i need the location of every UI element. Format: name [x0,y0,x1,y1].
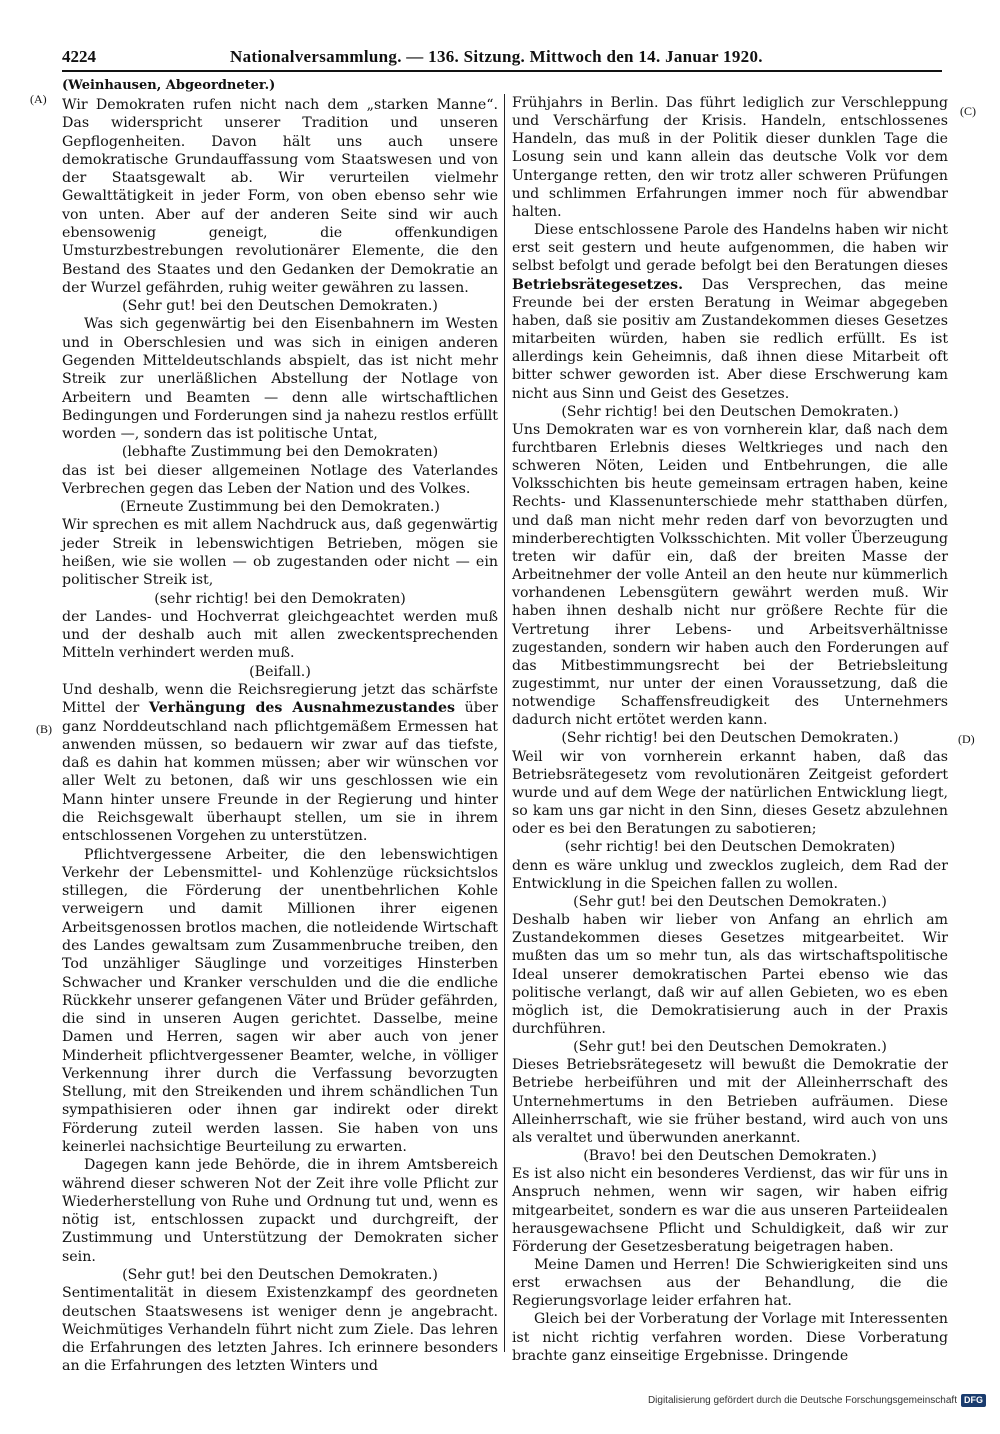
text-run: Diese entschlossene Parole des Handelns haben wir nicht erst seit gestern und heute aufgenommen, die haben wir selbst befolgt und gerade befolgt bei den Beratungen dieses [512,222,948,275]
paragraph: Gleich bei der Vorberatung der Vorlage mit Interessenten ist nicht richtig verfahren worden. Diese Vorberatung brachte ganz einseitige Ergebnisse. Dringende [512,1311,948,1364]
paragraph: Frühjahrs in Berlin. Das führt lediglich zur Verschleppung und Verschärfung der Krisis. Handeln, entschlossenes Handeln, das muß in der Politik dieser dunklen Tage die Losung sein und kann allein das deutsche Volk vor dem Untergange retten, den wir trotz aller schweren Prüfungen und schlimmen Erfahrungen immer noch für abwendbar halten. [512,95,948,220]
page-number: 4224 [62,47,96,66]
paragraph: Wir sprechen es mit allem Nachdruck aus, daß gegenwärtig jeder Streik in lebenswichtigen Betrieben, mögen sie heißen, wie sie wollen — ob zugestanden oder nicht — ein politischer Streik ist, [62,517,498,589]
paragraph: Uns Demokraten war es von vornherein klar, daß nach dem furchtbaren Erlebnis dieses Weltkrieges und nach den schweren Nöten, Leiden und Entbehrungen, die alle Volksschichten bis heute gemeinsam ertragen haben, keine Rechts- und Klassenunterschiede mehr statthaben dürfen, und daß man nicht mehr reden darf von bevorzugten und minderberechtigten Volksschichten. Mit voller Überzeugung treten wir dafür ein, daß der breiten Masse der Arbeitnehmer der volle Anteil an den heute nur kümmerlich vorhandenen Lebensgütern gewährt werden muß. Wir haben ihnen deshalb nicht nur größere Rechte für die Vertretung ihrer Lebens- und Arbeitsverhältnisse zugestanden, sondern wir haben auch den Forderungen auf das Mitbestimmungsrecht bei der Betriebsleitung zugestimmt, nur unter der einen Voraussetzung, daß die notwendige Schaffensfreudigkeit des Unternehmers dadurch nicht ertötet werden kann. [512,421,948,729]
interjection: (sehr richtig! bei den Demokraten) [154,590,406,607]
paragraph-emphasis [512,221,948,403]
paragraph: Dieses Betriebsrätegesetz will bewußt die Demokratie der Betriebe herbeiführen und mit der Alleinherrschaft des Unternehmertums in den Betrieben aufräumen. Diese Alleinherrschaft, wie sie früher bestand, wird auch von uns als veraltet und überwunden anerkannt. [512,1057,948,1146]
dfg-logo-icon: DFG [961,1394,986,1407]
interjection: (Sehr gut! bei den Deutschen Demokraten.) [122,298,438,315]
paragraph: Wir Demokraten rufen nicht nach dem „starken Manne“. Das widerspricht unserer Tradition und unseren Gepflogenheiten. Davon hält uns auch unsere demokratische Grundauffassung vom Staatswesen und von der Staatsgewalt ab. Wir verurteilen vielmehr Gewalttätigkeit in jeder Form, von oben ebenso sehr wie von unten. Aber auf der anderen Seite sind wir auch ebensowenig geneigt, die offenkundigen Umsturzbestrebungen revolutionärer Elemente, die den Bestand des Staates und den Gedanken der Demokratie an der Wurzel gefährden, ruhig weiter gewähren zu lassen. [62,97,498,296]
text-run: Das Versprechen, das meine Freunde bei der ersten Beratung in Weimar abgegeben haben, daß sie positiv am Zustandekommen dieses Gesetzes mitarbeiten würden, haben sie redlich erfüllt. Es ist allerdings kein Geheimnis, daß ihnen diese Mitarbeit oft bitter schwer geworden ist. Aber diese Erschwerung kam nicht aus Sinn und Geist des Gesetzes. [512,276,948,402]
running-title: Nationalversammlung. — 136. Sitzung. Mittwoch den 14. Januar 1920. [230,47,763,66]
interjection: (sehr richtig! bei den Deutschen Demokraten) [564,839,896,856]
paragraph: das ist bei dieser allgemeinen Notlage des Vaterlandes Verbrechen gegen das Leben der Nation und des Volkes. [62,462,498,497]
interjection: (lebhafte Zustimmung bei den Demokraten) [121,444,439,461]
credit-text: Digitalisierung gefördert durch die Deutsche Forschungsgemeinschaft [647,1395,957,1406]
margin-marker-c: (C) [960,104,976,118]
interjection: (Sehr richtig! bei den Deutschen Demokraten.) [561,730,899,747]
text-run: Und deshalb, wenn die Reichsregierung jetzt das schärfste Mittel der [62,682,498,717]
right-column [512,94,948,1365]
paragraph: Dagegen kann jede Behörde, die in ihrem Amtsbereich während dieser schweren Not der Zeit ihre volle Pflicht zur Wiederherstellung von Ruhe und Ordnung tut und, wenn es nötig ist, entschlossen zupackt und durchgreift, der Zustimmung und Unterstützung der Demokraten sicher sein. [62,1157,498,1265]
bold-term: Betriebsrätegesetzes. [512,276,684,293]
column-divider [504,94,505,1352]
paragraph: Sentimentalität in diesem Existenzkampf des geordneten deutschen Staatswesens ist weniger denn je angebracht. Weichmütiges Verhandeln führt nicht zum Ziele. Das lehren die Erfahrungen des letzten Jahres. Ich erinnere besonders an die Erfahrungen des letzten Winters und [62,1285,498,1375]
paragraph: Was sich gegenwärtig bei den Eisenbahnern im Westen und in Oberschlesien und was sich in einigen anderen Gegenden Mitteldeutschlands abspielt, das ist nicht mehr Streik zur unerläßlichen Abstellung der Notlage von Arbeitern und Beamten — denn alle wirtschaftlichen Bedingungen und Forderungen sind ja nahezu restlos erfüllt worden —, sondern das ist politische Untat, [62,316,498,443]
paragraph: Weil wir von vornherein erkannt haben, daß das Betriebsrätegesetz vom revolutionären Zeitgeist gefordert wurde und auf dem Wege der natürlichen Entwicklung liegt, so kam uns gar nicht in den Sinn, dieses Gesetz abzulehnen oder es bei den Beratungen zu sabotieren; [512,748,948,838]
interjection: (Bravo! bei den Deutschen Demokraten.) [583,1148,877,1165]
header-rule [62,70,942,72]
paragraph: Deshalb haben wir lieber von Anfang an ehrlich am Zustandekommen dieses Gesetzes mitgearbeitet. Wir mußten das um so mehr tun, als das wirtschaftspolitische Ideal unserer demokratischen Partei ebenso wie das politische verlangt, daß wir auf allen Gebieten, wo es eben möglich ist, die Demokratisierung auch in der Praxis durchführen. [512,912,948,1037]
digitization-credit [606,1393,986,1409]
text-run: über ganz Norddeutschland nach pflichtgemäßem Ermessen hat anwenden müssen, so bedauern wir zwar auf das tiefste, daß es dahin hat kommen müssen; aber wir wünschen vor aller Welt zu betonen, daß wir uns geschlossen wie ein Mann hinter unsere Freunde in der Regierung und hinter die Reichsgewalt überhaupt stellen, um sie in ihrem entschlossenen Vorgehen zu unterstützen. [62,700,498,845]
paragraph-emphasis [62,681,498,846]
interjection: (Sehr richtig! bei den Deutschen Demokraten.) [561,403,899,420]
paragraph: denn es wäre unklug und zwecklos zugleich, dem Rad der Entwicklung in die Speichen fallen zu wollen. [512,857,948,892]
left-column [62,76,498,1376]
margin-marker-d: (D) [958,732,975,746]
paragraph: Pflichtvergessene Arbeiter, die den lebenswichtigen Verkehr der Lebensmittel- und Kohlenzüge rücksichtslos stillegen, die Förderung der unentbehrlichen Kohle verweigern und damit Millionen ihrer eigenen Arbeitsgenossen brotlos machen, die notleidende Wirtschaft des Landes gewaltsam zum Zusammenbruche treiben, den Tod unzähliger Säuglinge und vorzeitiges Hinsterben Schwacher und Kranker verschulden und die die endliche Rückkehr unserer gefangenen Väter und Brüder gefährden, die sind in unseren Augen gerichtet. Dasselbe, meine Damen und Herren, sagen wir aber auch von jener Minderheit pflichtvergessener Beamter, welche, in völliger Verkennung ihrer durch die Verfassung bevorzugten Stellung, mit den Streikenden und ihrem schändlichen Tun sympathisieren oder ihnen gar indirekt oder direkt Förderung zuteil werden lassen. Sie haben von uns keinerlei nachsichtige Beurteilung zu erwarten. [62,846,498,1156]
paragraph: der Landes- und Hochverrat gleichgeachtet werden muß und der deshalb auch mit allen zweckentsprechenden Mitteln verhindert werden muß. [62,608,498,662]
paragraph: Meine Damen und Herren! Die Schwierigkeiten sind uns erst erwachsen aus der Behandlung, die die Regierungsvorlage leider erfahren hat. [512,1257,948,1310]
speaker-label: (Weinhausen, Abgeordneter.) [62,78,276,93]
interjection: (Sehr gut! bei den Deutschen Demokraten.) [573,893,887,910]
paragraph: Es ist also nicht ein besonderes Verdienst, das wir für uns in Anspruch nehmen, wenn wir sagen, wir haben eifrig mitgearbeitet, sondern es war die aus unseren Parteiidealen herausgewachsene Pflicht und Schuldigkeit, daß wir zur Förderung der Gesetzesberatung beigetragen haben. [512,1166,948,1255]
page-header [62,44,942,70]
interjection: (Sehr gut! bei den Deutschen Demokraten.) [122,1267,438,1283]
interjection: (Sehr gut! bei den Deutschen Demokraten.) [573,1039,887,1056]
interjection: (Erneute Zustimmung bei den Demokraten.) [120,499,440,516]
margin-marker-a: (A) [30,92,47,106]
bold-term: Verhängung des Ausnahmezustandes [148,700,455,717]
margin-marker-b: (B) [36,722,52,736]
interjection: (Beifall.) [249,663,311,680]
